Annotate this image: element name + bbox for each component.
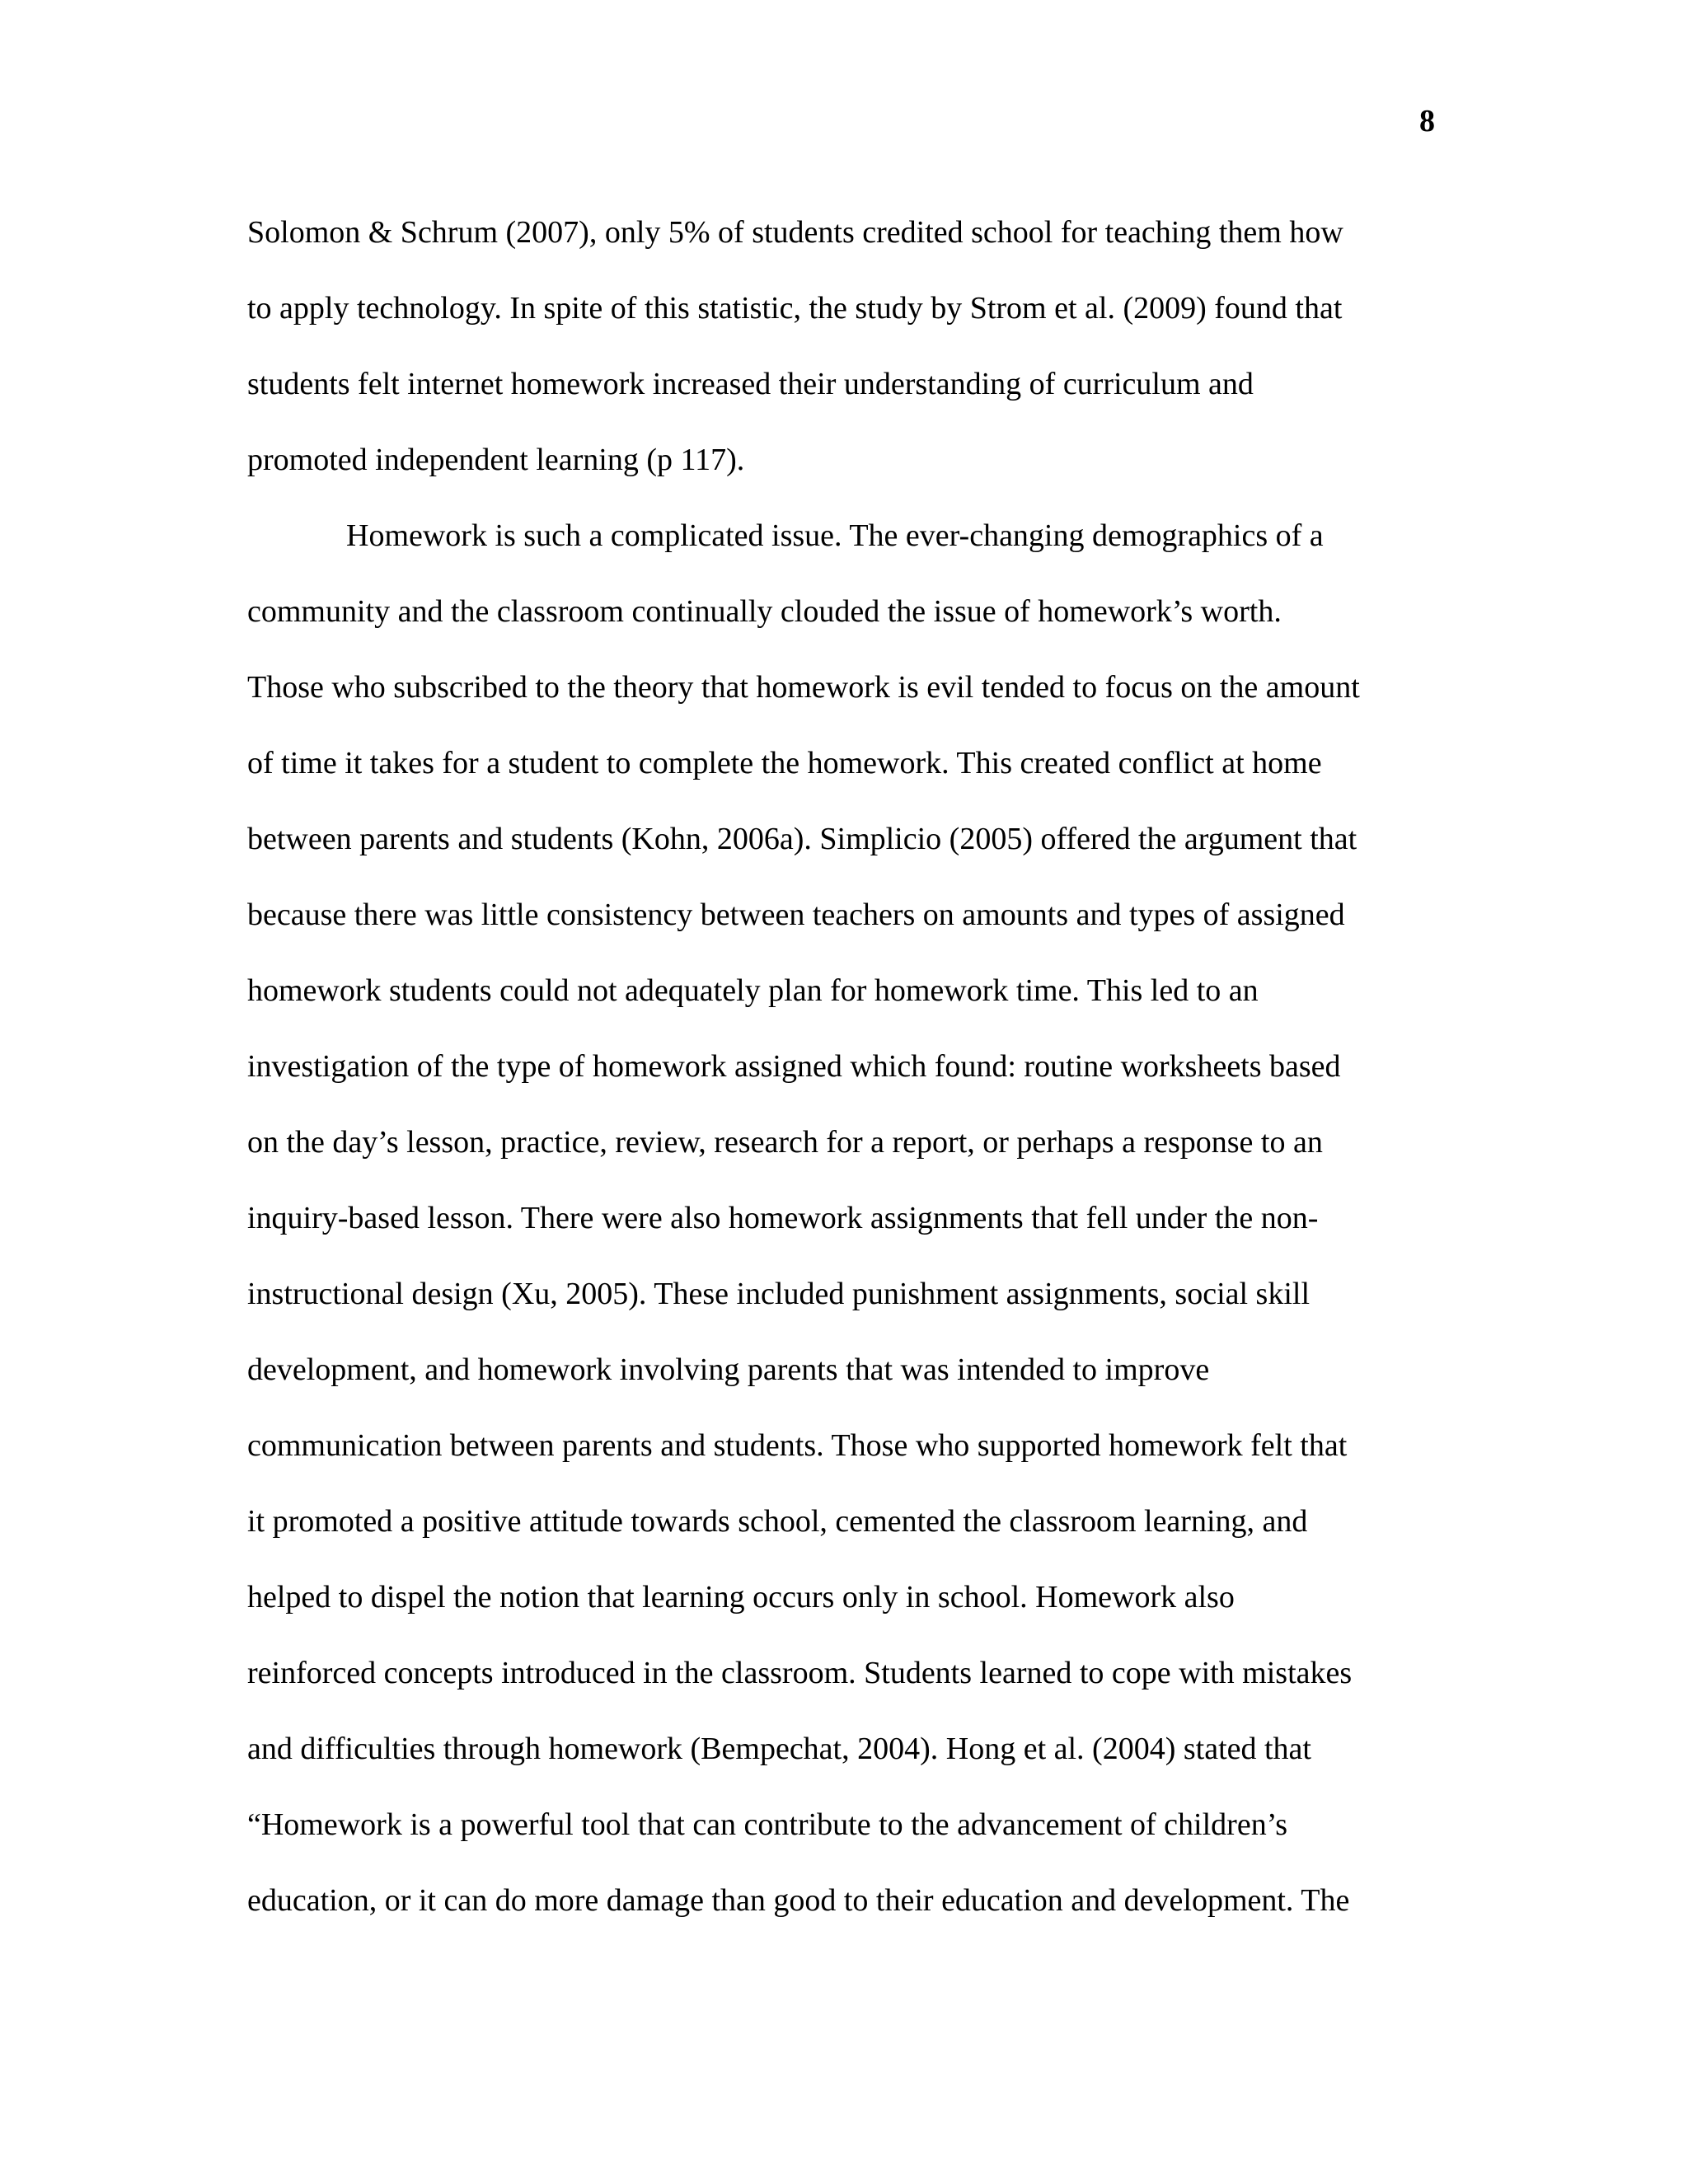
text-line: students felt internet homework increased their understanding of curriculum and <box>247 367 1254 401</box>
text-line: and difficulties through homework (Bempechat, 2004). Hong et al. (2004) stated that <box>247 1732 1311 1766</box>
text-line: investigation of the type of homework assigned which found: routine worksheets based <box>247 1049 1341 1084</box>
text-line: “Homework is a powerful tool that can contribute to the advancement of children’s <box>247 1807 1288 1842</box>
text-line: Those who subscribed to the theory that homework is evil tended to focus on the amount <box>247 670 1360 705</box>
text-line: on the day’s lesson, practice, review, research for a report, or perhaps a response to an <box>247 1125 1323 1160</box>
paragraph-start-line: Homework is such a complicated issue. The ever-changing demographics of a <box>346 518 1324 553</box>
text-line: reinforced concepts introduced in the classroom. Students learned to cope with mistakes <box>247 1656 1353 1690</box>
text-line: helped to dispel the notion that learning occurs only in school. Homework also <box>247 1580 1235 1615</box>
text-line: community and the classroom continually clouded the issue of homework’s worth. <box>247 594 1282 629</box>
text-line: between parents and students (Kohn, 2006a). Simplicio (2005) offered the argument that <box>247 822 1357 856</box>
text-line: instructional design (Xu, 2005). These included punishment assignments, social skill <box>247 1277 1311 1311</box>
text-line: inquiry-based lesson. There were also homework assignments that fell under the non- <box>247 1201 1319 1235</box>
text-line: homework students could not adequately plan for homework time. This led to an <box>247 973 1259 1008</box>
text-line: it promoted a positive attitude towards school, cemented the classroom learning, and <box>247 1504 1308 1539</box>
text-line: Solomon & Schrum (2007), only 5% of students credited school for teaching them how <box>247 215 1343 250</box>
text-line: because there was little consistency between teachers on amounts and types of assigned <box>247 898 1345 932</box>
text-line: communication between parents and students. Those who supported homework felt that <box>247 1428 1348 1463</box>
text-line: of time it takes for a student to complete the homework. This created conflict at home <box>247 746 1322 780</box>
text-line: promoted independent learning (p 117). <box>247 443 745 477</box>
text-line: to apply technology. In spite of this statistic, the study by Strom et al. (2009) found that <box>247 291 1343 326</box>
page-number: 8 <box>1419 104 1435 138</box>
body-text <box>247 194 1451 1938</box>
text-line: development, and homework involving parents that was intended to improve <box>247 1352 1210 1387</box>
text-line: education, or it can do more damage than good to their education and development. The <box>247 1883 1350 1918</box>
